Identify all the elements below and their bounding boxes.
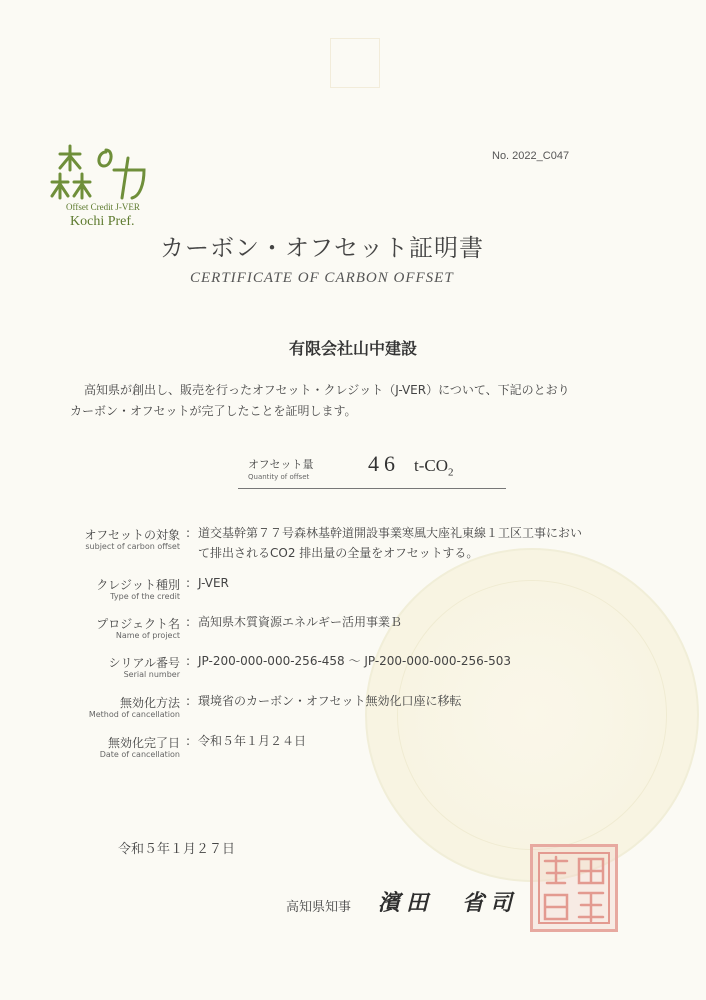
logo-prefecture: Kochi Pref. [70,214,135,229]
statement-line: 高知県が創出し、販売を行ったオフセット・クレジット（J-VER）について、下記のとおり [84,383,570,397]
detail-value-line: JP-200-000-000-256-458 ～ JP-200-000-000-256-503 [198,654,511,668]
governor-name: 濱田 省司 [378,890,519,916]
detail-label-en: Name of project [115,631,180,640]
detail-label: 無効化方法 [119,696,180,710]
title-english: CERTIFICATE OF CARBON OFFSET [190,270,454,286]
detail-label: クレジット種別 [96,578,180,592]
certificate-number: No. 2022_C047 [492,150,570,162]
seal-stamp-icon [533,847,615,929]
issue-date: 令和５年１月２７日 [118,842,236,857]
quantity-label-en: Quantity of offset [248,473,310,481]
quantity-label: オフセット量 [248,458,314,471]
quantity-unit-text: t-CO [414,456,448,475]
detail-colon: : [186,526,191,540]
detail-value-line: て排出されるCO2 排出量の全量をオフセットする。 [198,546,479,560]
detail-label-en: Method of cancellation [88,710,180,719]
detail-label: シリアル番号 [108,656,180,670]
detail-label-en: subject of carbon offset [85,542,180,551]
mori-no-chikara-logo [48,140,158,240]
detail-colon: : [186,734,191,748]
detail-value [198,691,668,711]
detail-value [198,523,668,563]
quantity-value: 46 [368,451,400,476]
detail-label: プロジェクト名 [96,617,180,631]
quantity-unit-subscript: 2 [448,466,454,479]
detail-colon: : [186,694,191,708]
detail-value [198,731,668,751]
detail-label: オフセットの対象 [84,528,180,542]
watermark-seal [365,548,699,882]
detail-label-en: Serial number [123,670,180,679]
governor-title: 高知県知事 [286,900,352,915]
faint-stamp-mark [330,38,380,88]
forest-logo-icon [48,140,158,202]
detail-value-line: 高知県木質資源エネルギー活用事業Ｂ [198,615,403,629]
detail-colon: : [186,654,191,668]
official-seal [530,844,618,932]
detail-value-line: 環境省のカーボン・オフセット無効化口座に移転 [198,694,462,708]
quantity-unit [414,456,454,478]
detail-value [198,612,668,632]
offset-quantity [238,450,506,490]
detail-label: 無効化完了日 [107,736,180,750]
detail-colon: : [186,615,191,629]
detail-value-line: 道交基幹第７７号森林基幹道開設事業寒風大座礼東線１工区工事におい [198,526,583,540]
title-japanese: カーボン・オフセット証明書 [160,234,485,262]
detail-value [198,651,668,671]
detail-value-line: 令和５年１月２４日 [198,734,307,748]
quantity-underline [238,488,506,489]
logo-subtitle: Offset Credit J-VER [66,202,140,212]
recipient-company: 有限会社山中建設 [288,339,417,358]
statement-line: カーボン・オフセットが完了したことを証明します。 [70,404,357,418]
certification-statement [70,380,670,422]
detail-colon: : [186,576,191,590]
detail-value-line: J-VER [198,576,229,590]
detail-value [198,573,668,593]
detail-label-en: Type of the credit [110,592,180,601]
detail-label-en: Date of cancellation [99,750,180,759]
